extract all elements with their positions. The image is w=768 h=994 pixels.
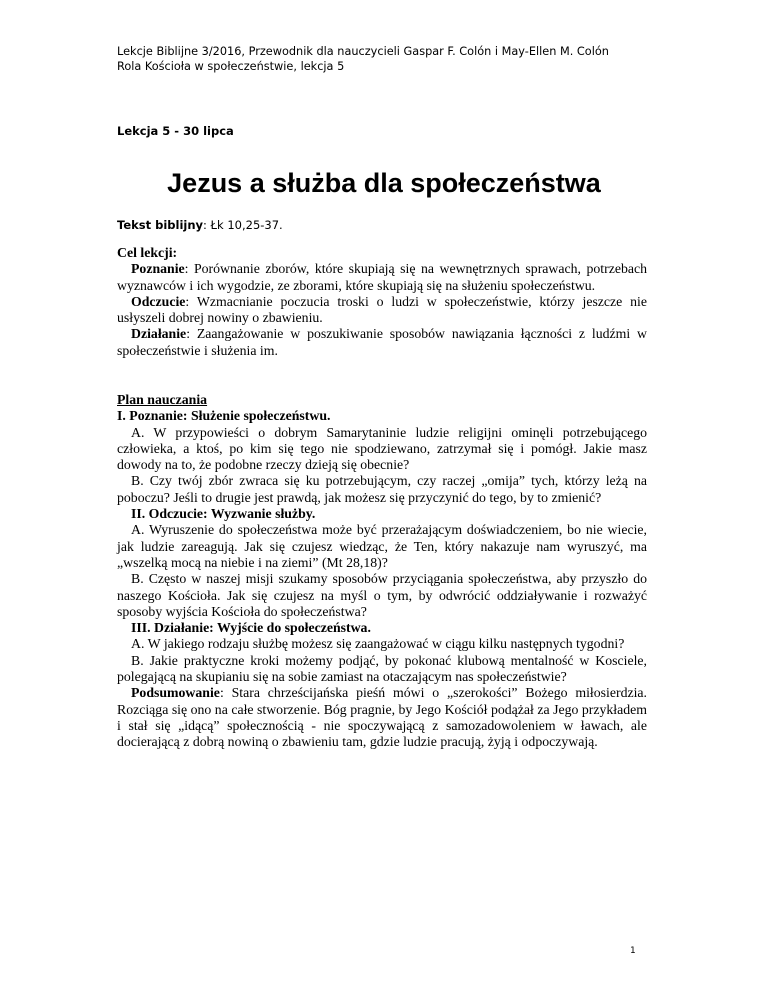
lesson-goals [117,245,647,359]
summary [117,685,647,750]
section-2-a: A. Wyruszenie do społeczeństwa może być przerażającym doświadczeniem, bo nie wiecie, jak ludzie zareagują. Jak się czujesz wiedząc, że Ten, który nakazuje nam wyruszyć, ma „wszelką mocą na niebie i na ziemi” (Mt 28,18)? [117,522,647,570]
goal-label: Odczucie [131,293,186,309]
section-3-b: B. Jakie praktyczne kroki możemy podjąć, by pokonać klubową mentalność w Kosciele, polegającą na skupianiu się na sobie zamiast na otaczającym nas społeczeństwie? [117,652,647,685]
section-2-b: B. Często w naszej misji szukamy sposobów przyciągania społeczeństwa, aby przyszło do naszego Kościoła. Jak się czujesz na myśl o tym, by odwrócić oddziaływanie i rozważyć sposoby wyjścia Kościoła do społeczeństwa? [117,571,647,619]
summary-text: : Stara chrześcijańska pieśń mówi o „szerokości” Bożego miłosierdzia. Rozciąga się ono na całe stworzenie. Bóg pragnie, by Jego Kościół podążał za Jego przykładem i stał się „idącą” społecznością - nie spoczywającą z samozadowoleniem w ławach, ale docierającą z dobrą nowiną o zbawieniu tam, gdzie ludzie pracują, żyją i odpoczywają. [117,685,647,750]
goals-heading: Cel lekcji: [117,245,178,260]
section-1-heading: I. Poznanie: Służenie społeczeństwu. [117,408,331,424]
goal-text: : Wzmacnianie poczucia troski o ludzi w społeczeństwie, którzy jeszcze nie usłyszeli dobrej nowiny o zbawieniu. [117,293,647,326]
goal-feeling [117,294,647,327]
bible-text-value: : Łk 10,25-37. [203,218,283,232]
teaching-plan [117,392,647,751]
section-3-heading: III. Działanie: Wyjście do społeczeństwa. [131,620,371,636]
header-line-1: Lekcje Biblijne 3/2016, Przewodnik dla nauczycieli Gaspar F. Colón i May-Ellen M. Colón [117,45,609,58]
page-number: 1 [630,946,636,956]
goal-text: : Zaangażowanie w poszukiwanie sposobów nawiązania łączności z ludźmi w społeczeństwie i służenia im. [117,326,647,358]
goal-action [117,326,647,359]
section-1-a: A. W przypowieści o dobrym Samarytaninie ludzie religijni ominęli potrzebującego człowieka, a ktoś, po kim się tego nie spodziewano, zatrzymał się i pomógł. Jakie masz dowody na to, że podobne rzeczy dzieją się obecnie? [117,424,647,473]
header-line-2: Rola Kościoła w społeczeństwie, lekcja 5 [117,60,345,73]
section-3-a: A. W jakiego rodzaju służbę możesz się zaangażować w ciągu kilku następnych tygodni? [131,636,625,652]
bible-text-label: Tekst biblijny [117,218,204,232]
section-1-b: B. Czy twój zbór zwraca się ku potrzebującym, czy raczej „omija” tych, którzy leżą na poboczu? Jeśli to drugie jest prawdą, jak możesz się przyczynić do tego, by to zmienić? [117,473,647,505]
goal-knowledge [117,261,647,294]
page-title: Jezus a służba dla społeczeństwa [167,168,601,198]
section-2-heading: II. Odczucie: Wyzwanie służby. [131,506,316,522]
goal-label: Działanie [131,326,187,342]
bible-text [117,218,283,232]
summary-label: Podsumowanie [131,685,220,701]
lesson-date: Lekcja 5 - 30 lipca [117,124,234,138]
goal-label: Poznanie [131,261,185,277]
plan-heading: Plan nauczania [117,392,208,407]
goal-text: : Porównanie zborów, które skupiają się na wewnętrznych sprawach, potrzebach wyznawców i ich wygodzie, ze zborami, które skupiają się na służeniu społeczeństwu. [117,261,647,293]
document-header [117,44,609,74]
